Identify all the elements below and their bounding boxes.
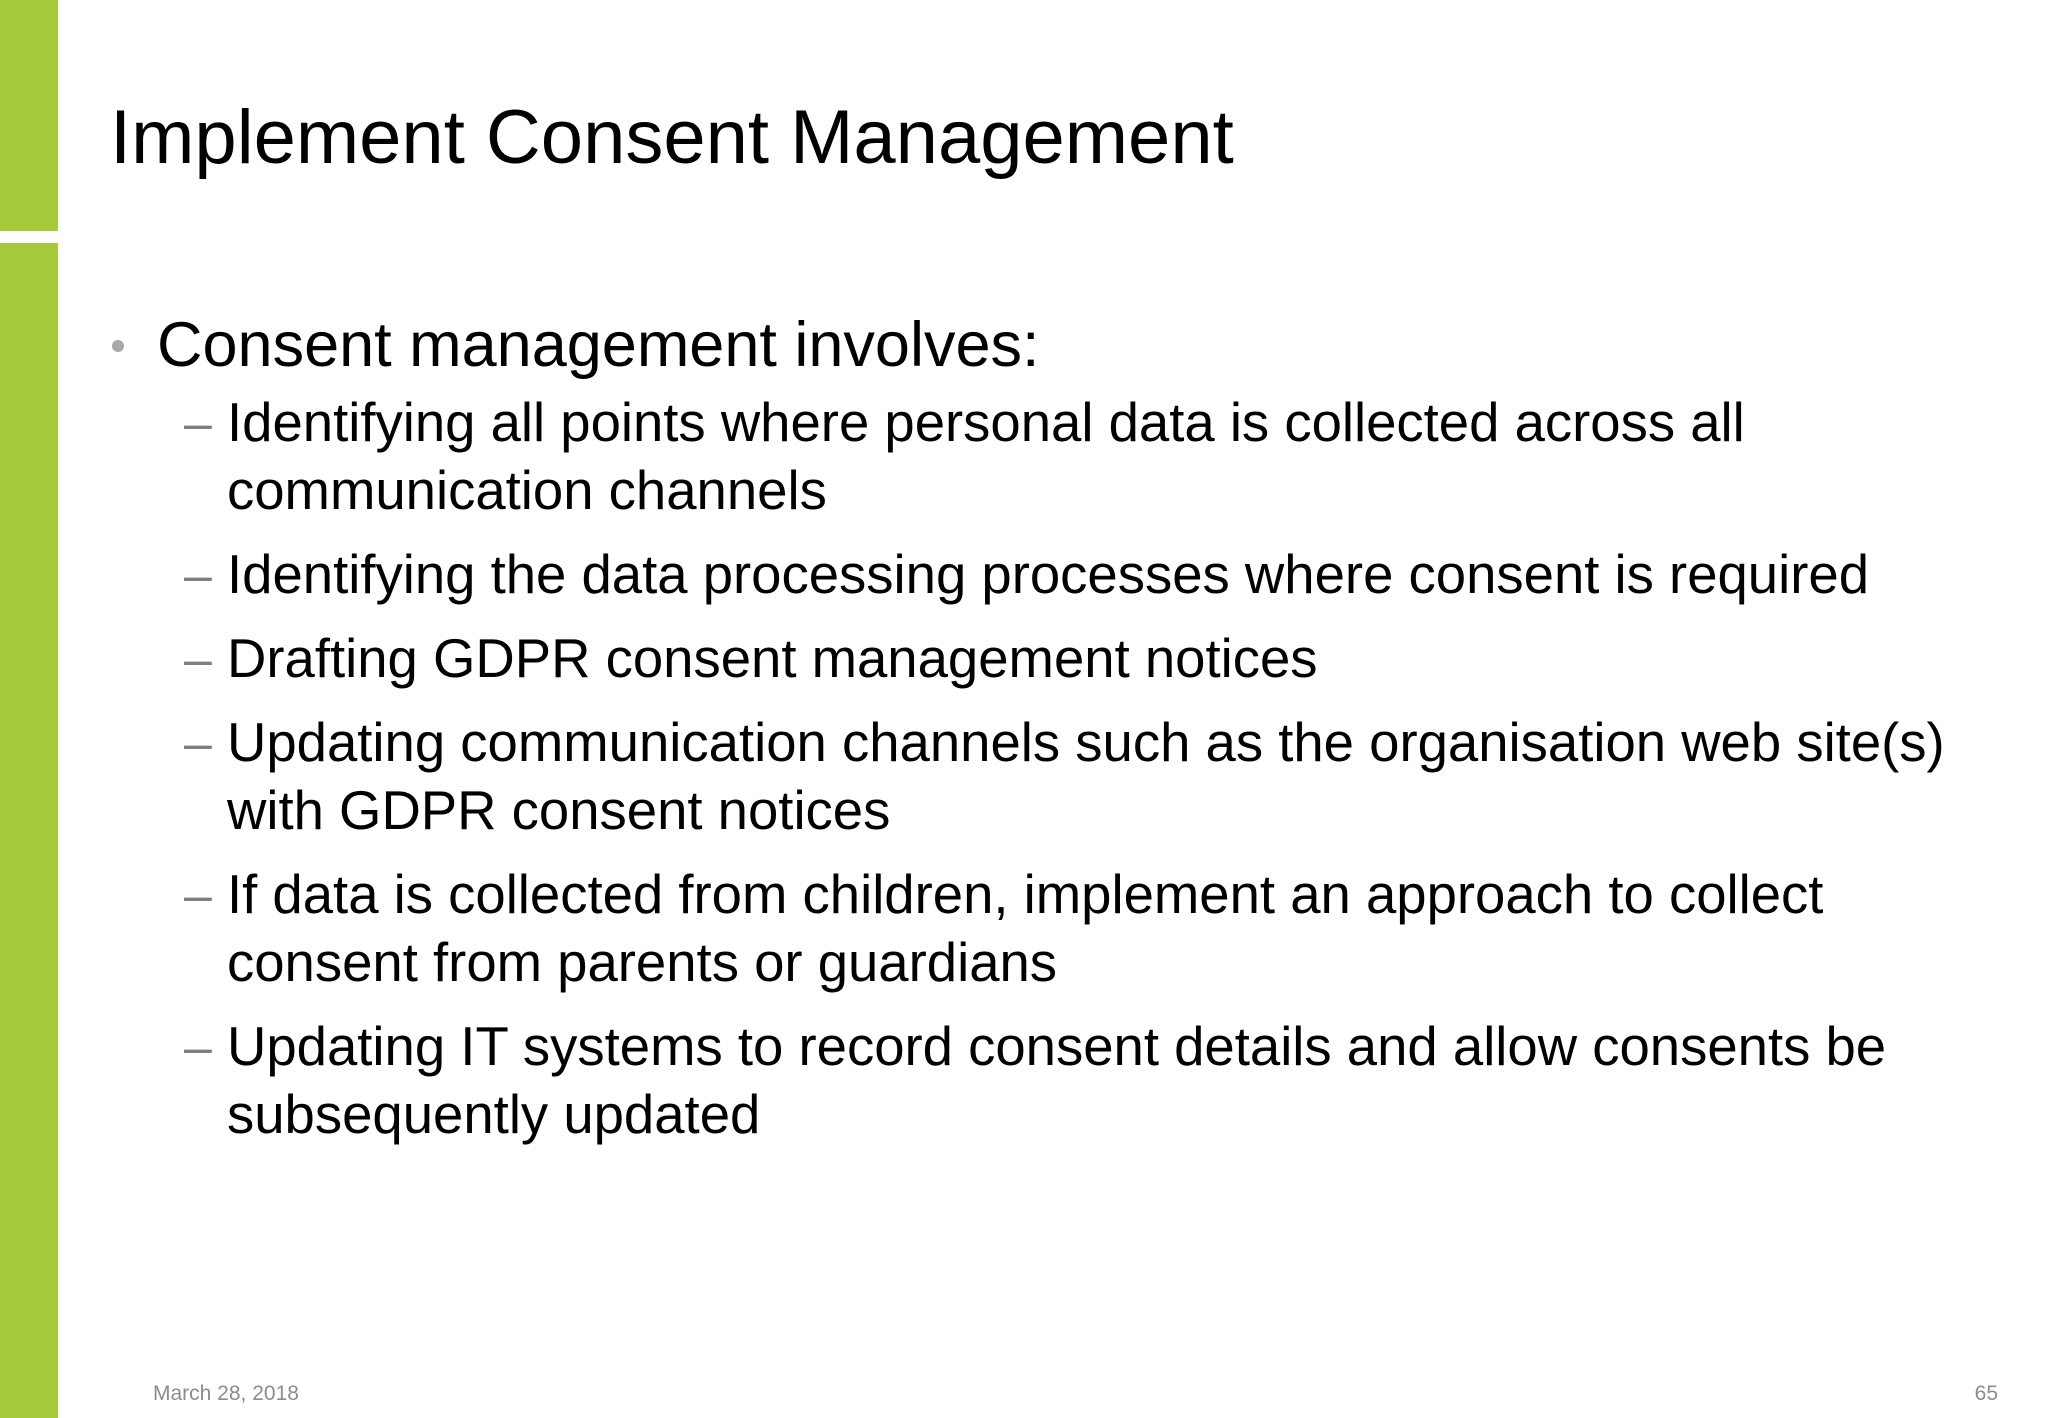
sub-bullet-item bbox=[184, 861, 2007, 997]
sub-bullet-text: Updating communication channels such as the organisation web site(s) with GDPR consent notices bbox=[227, 712, 1945, 841]
accent-bar-bottom bbox=[0, 243, 58, 1418]
bullet-text: Consent management involves: bbox=[157, 310, 1040, 380]
sub-bullet-item bbox=[184, 389, 2007, 525]
sub-bullet-item bbox=[184, 1013, 2007, 1149]
dash-icon: – bbox=[184, 1019, 212, 1075]
accent-bar-top bbox=[0, 0, 58, 231]
sub-bullet-item bbox=[184, 625, 2007, 693]
sub-bullet-item bbox=[184, 541, 2007, 609]
sub-bullet-list bbox=[112, 389, 1992, 1149]
sub-bullet-text: If data is collected from children, implement an approach to collect consent from parents or guardians bbox=[227, 864, 1824, 993]
sub-bullet-item bbox=[184, 709, 2007, 845]
dash-icon: – bbox=[184, 395, 212, 451]
page-number: 65 bbox=[1974, 1382, 1998, 1405]
bullet-item bbox=[112, 305, 1992, 385]
bullet-dot-icon bbox=[112, 340, 124, 352]
sub-bullet-text: Updating IT systems to record consent details and allow consents be subsequently updated bbox=[227, 1016, 1887, 1145]
sub-bullet-text: Identifying the data processing processes where consent is required bbox=[227, 544, 1869, 605]
slide-title: Implement Consent Management bbox=[110, 95, 1234, 180]
sub-bullet-text: Identifying all points where personal data is collected across all communication channels bbox=[227, 392, 1745, 521]
slide-content bbox=[112, 305, 1992, 1165]
dash-icon: – bbox=[184, 715, 212, 771]
dash-icon: – bbox=[184, 547, 212, 603]
dash-icon: – bbox=[184, 631, 212, 687]
sub-bullet-text: Drafting GDPR consent management notices bbox=[227, 628, 1318, 689]
footer-date: March 28, 2018 bbox=[153, 1382, 299, 1405]
dash-icon: – bbox=[184, 867, 212, 923]
